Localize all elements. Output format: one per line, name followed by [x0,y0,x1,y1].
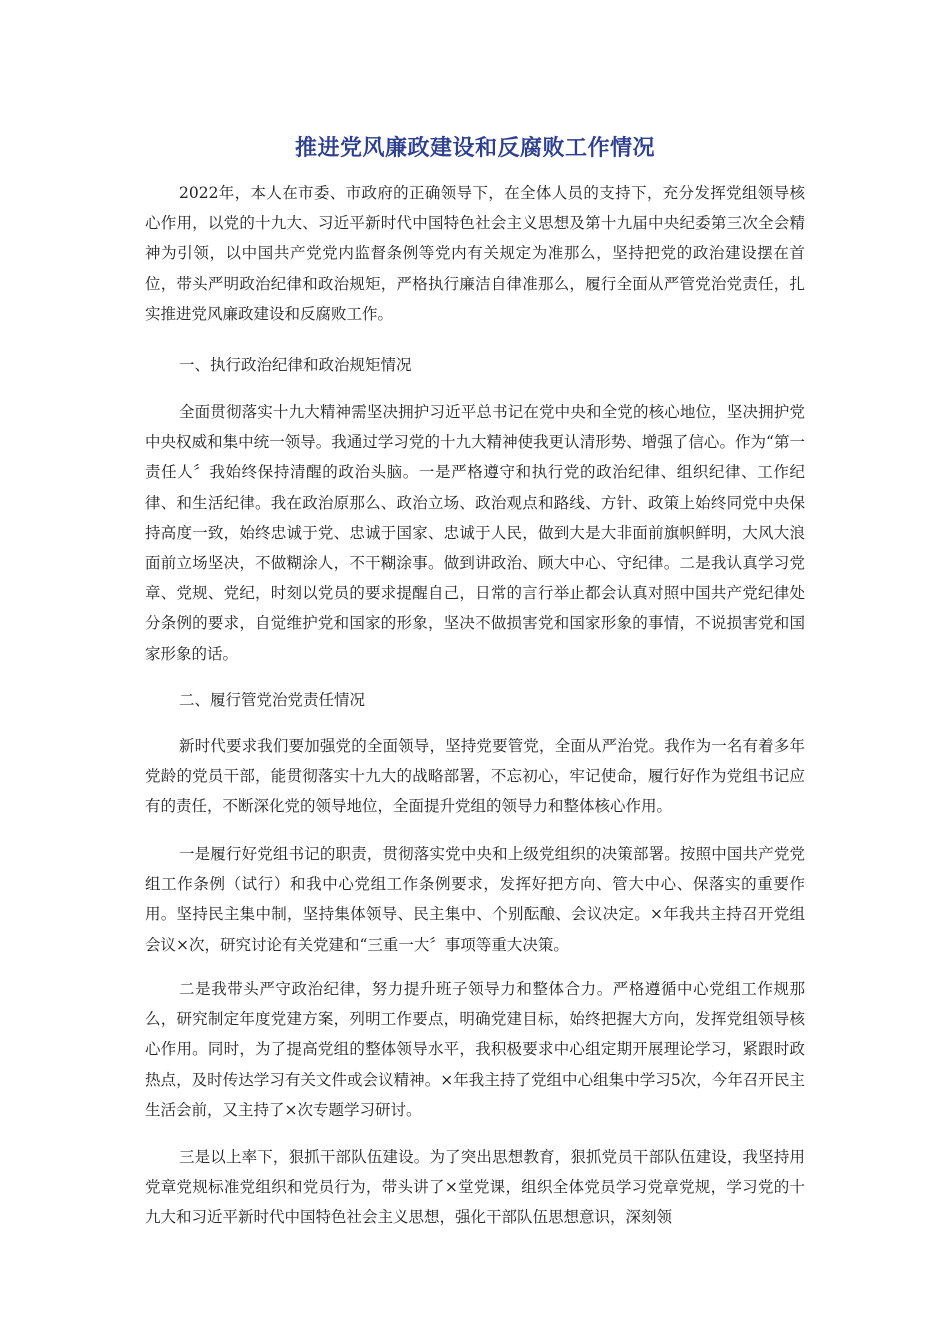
paragraph-point-3: 三是以上率下，狠抓干部队伍建设。为了突出思想教育，狠抓党员干部队伍建设，我坚持用党章党规标准党组织和党员行为，带头讲了×堂党课，组织全体党员学习党章党规，学习党的十九大和习近平新时代中国特色社会主义思想，强化干部队伍思想意识，深刻领 [145,1148,805,1227]
section-heading-1: 一、执行政治纪律和政治规矩情况 [179,356,412,374]
paragraph-intro: 2022年，本人在市委、市政府的正确领导下，在全体人员的支持下，充分发挥党组领导核心作用，以党的十九大、习近平新时代中国特色社会主义思想及第十九届中央纪委第三次全会精神为引领，以中国共产党党内监督条例等党内有关规定为准那么，坚持把党的政治建设摆在首位，带头严明政治纪律和政治规矩，严格执行廉洁自律准那么，履行全面从严管党治党责任，扎实推进党风廉政建设和反腐败工作。 [145,184,805,323]
section-heading-2: 二、履行管党治党责任情况 [179,691,366,709]
paragraph-point-1: 一是履行好党组书记的职责，贯彻落实党中央和上级党组织的决策部署。按照中国共产党党组工作条例（试行）和我中心党组工作条例要求，发挥好把方向、管大中心、保落实的重要作用。坚持民主集中制，坚持集体领导、民主集中、个别酝酿、会议决定。×年我共主持召开党组会议×次，研究讨论有关党建和“三重一大〞事项等重大决策。 [145,845,805,954]
document-title: 推进党风廉政建设和反腐败工作情况 [294,136,655,161]
paragraph-point-2: 二是我带头严守政治纪律，努力提升班子领导力和整体合力。严格遵循中心党组工作规那么，研究制定年度党建方案，列明工作要点，明确党建目标，始终把握大方向，发挥党组领导核心作用。同时，为了提高党组的整体领导水平，我积极要求中心组定期开展理论学习，紧跟时政热点，及时传达学习有关文件或会议精神。×年我主持了党组中心组集中学习5次，今年召开民主生活会前，又主持了×次专题学习研讨。 [145,980,805,1119]
paragraph-section-1: 全面贯彻落实十九大精神需坚决拥护习近平总书记在党中央和全党的核心地位，坚决拥护党中央权威和集中统一领导。我通过学习党的十九大精神使我更认清形势、增强了信心。作为“第一责任人〞我始终保持清醒的政治头脑。一是严格遵守和执行党的政治纪律、组织纪律、工作纪律、和生活纪律。我在政治原那么、政治立场、政治观点和路线、方针、政策上始终同党中央保持高度一致，始终忠诚于党、忠诚于国家、忠诚于人民，做到大是大非面前旗帜鲜明，大风大浪面前立场坚决，不做糊涂人，不干糊涂事。做到讲政治、顾大中心、守纪律。二是我认真学习党章、党规、党纪，时刻以党员的要求提醒自己，日常的言行举止都会认真对照中国共产党纪律处分条例的要求，自觉维护党和国家的形象，坚决不做损害党和国家形象的事情，不说损害党和国家形象的话。 [145,403,805,663]
paragraph-section-2-intro: 新时代要求我们要加强党的全面领导，坚持党要管党，全面从严治党。我作为一名有着多年党龄的党员干部，能贯彻落实十九大的战略部署，不忘初心，牢记使命，履行好作为党组书记应有的责任，不断深化党的领导地位，全面提升党组的领导力和整体核心作用。 [145,737,805,816]
